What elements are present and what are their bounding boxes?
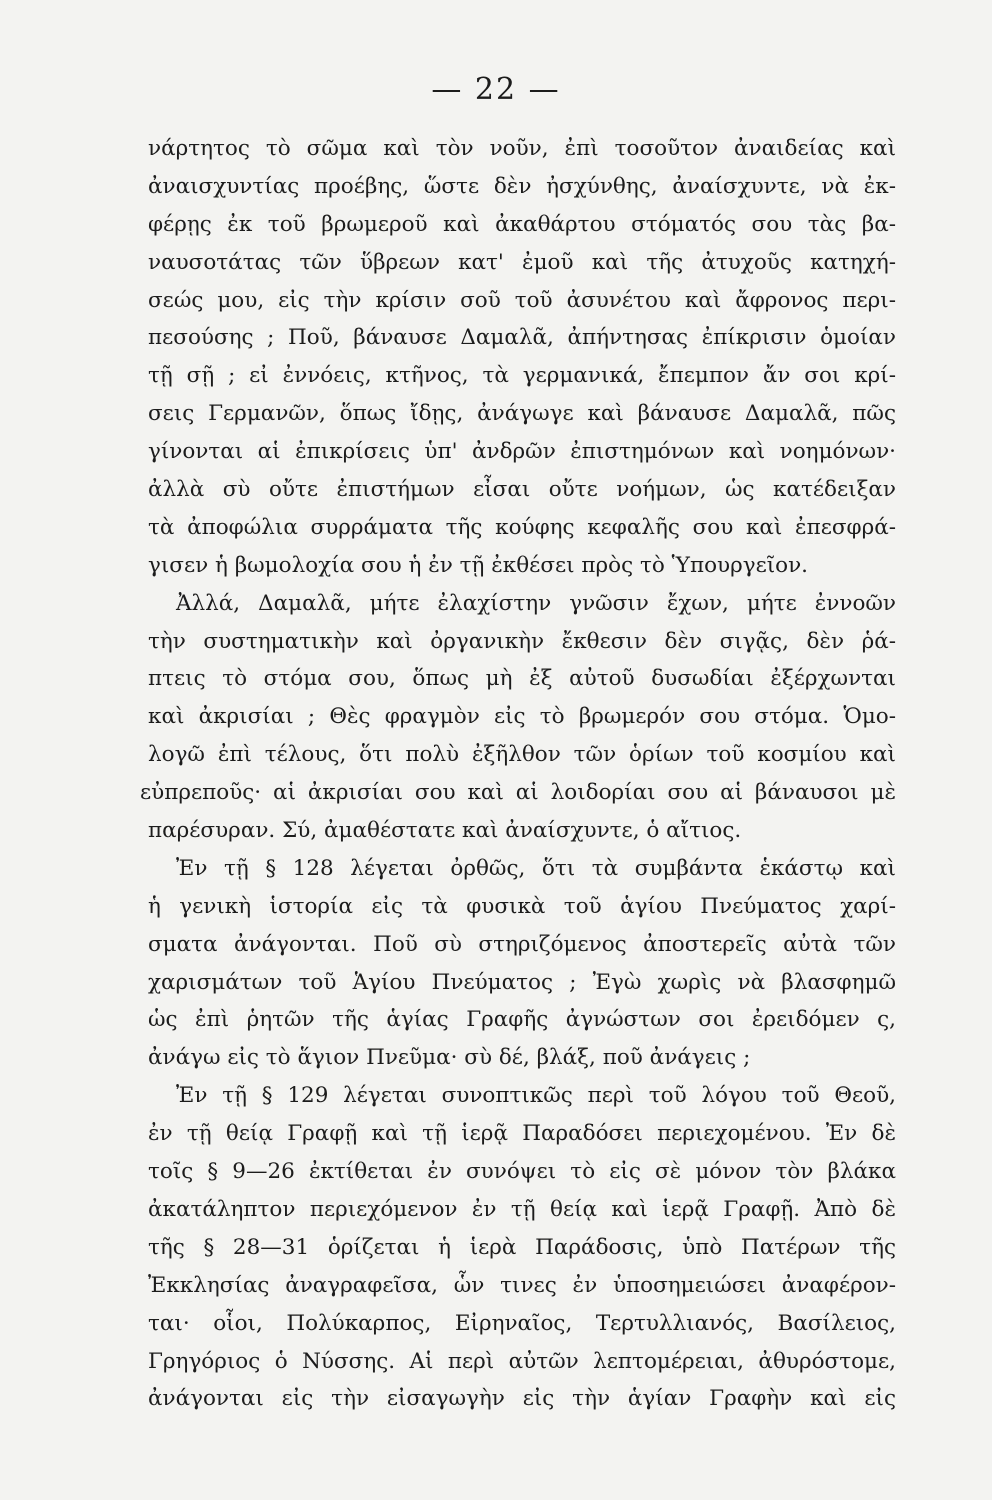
text-line: εὐπρεποῦς· αἱ ἀκρισίαι σου καὶ αἱ λοιδορίαι σου αἱ βάναυσοι μὲ: [140, 780, 896, 806]
text-line: ἀνάγονται εἰς τὴν εἰσαγωγὴν εἰς τὴν ἁγίαν Γραφὴν καὶ εἰς: [148, 1386, 896, 1412]
text-line: σματα ἀνάγονται. Ποῦ σὺ στηριζόμενος ἀποστερεῖς αὐτὰ τῶν: [148, 931, 896, 957]
text-line: καὶ ἀκρισίαι ; Θὲς φραγμὸν εἰς τὸ βρωμερόν σου στόμα. Ὁμο-: [148, 704, 896, 730]
text-line: ὡς ἐπὶ ῥητῶν τῆς ἁγίας Γραφῆς ἀγνώστων σοι ἐρειδόμεν ς,: [148, 1007, 896, 1033]
text-line: ται· οἷοι, Πολύκαρπος, Εἰρηναῖος, Τερτυλλιανός, Βασίλειος,: [148, 1310, 896, 1336]
text-line: ἐν τῇ θείᾳ Γραφῇ καὶ τῇ ἱερᾷ Παραδόσει περιεχομένου. Ἐν δὲ: [148, 1121, 896, 1147]
text-line: ἀκατάληπτον περιεχόμενον ἐν τῇ θείᾳ καὶ ἱερᾷ Γραφῇ. Ἀπὸ δὲ: [148, 1196, 896, 1222]
text-line: ναυσοτάτας τῶν ὕβρεων κατ' ἐμοῦ καὶ τῆς ἀτυχοῦς κατηχή-: [148, 249, 896, 275]
text-line: λογῶ ἐπὶ τέλους, ὅτι πολὺ ἐξῆλθον τῶν ὁρίων τοῦ κοσμίου καὶ: [148, 742, 896, 768]
text-line: τῆς § 28—31 ὁρίζεται ἡ ἱερὰ Παράδοσις, ὑπὸ Πατέρων τῆς: [148, 1234, 896, 1260]
text-line: τῇ σῇ ; εἰ ἐννόεις, κτῆνος, τὰ γερμανικά, ἔπεμπον ἄν σοι κρί-: [148, 363, 896, 389]
text-line: ἀναισχυντίας προέβης, ὥστε δὲν ἠσχύνθης, ἀναίσχυντε, νὰ ἐκ-: [148, 173, 896, 199]
text-line: γισεν ἡ βωμολοχία σου ἡ ἐν τῇ ἐκθέσει πρὸς τὸ Ὑπουργεῖον.: [148, 552, 809, 578]
paragraph-start-line: Ἀλλά, Δαμαλᾶ, μήτε ἐλαχίστην γνῶσιν ἔχων, μήτε ἐννοῶν: [176, 590, 896, 616]
paragraph-start-line: Ἐν τῇ § 128 λέγεται ὀρθῶς, ὅτι τὰ συμβάντα ἑκάστῳ καὶ: [176, 855, 896, 881]
text-line: πεσούσης ; Ποῦ, βάναυσε Δαμαλᾶ, ἀπήντησας ἐπίκρισιν ὁμοίαν: [148, 325, 896, 351]
text-line: τοῖς § 9—26 ἐκτίθεται ἐν συνόψει τὸ εἰς σὲ μόνον τὸν βλάκα: [148, 1159, 896, 1185]
body-text: [140, 130, 896, 1418]
text-line: πτεις τὸ στόμα σου, ὅπως μὴ ἐξ αὐτοῦ δυσωδίαι ἐξέρχωνται: [148, 666, 896, 692]
text-line: ἀνάγω εἰς τὸ ἅγιον Πνεῦμα· σὺ δέ, βλάξ, ποῦ ἀνάγεις ;: [148, 1045, 751, 1071]
text-line: Γρηγόριος ὁ Νύσσης. Αἱ περὶ αὐτῶν λεπτομέρειαι, ἀθυρόστομε,: [148, 1348, 896, 1374]
text-line: Ἐκκλησίας ἀναγραφεῖσα, ὧν τινες ἐν ὑποσημειώσει ἀναφέρον-: [148, 1272, 896, 1298]
text-line: σεις Γερμανῶν, ὅπως ἴδῃς, ἀνάγωγε καὶ βάναυσε Δαμαλᾶ, πῶς: [148, 401, 896, 427]
paragraph-start-line: Ἐν τῇ § 129 λέγεται συνοπτικῶς περὶ τοῦ λόγου τοῦ Θεοῦ,: [176, 1083, 896, 1109]
text-line: τὴν συστηματικὴν καὶ ὀργανικὴν ἔκθεσιν δὲν σιγᾷς, δὲν ῥά-: [148, 628, 896, 654]
text-line: παρέσυραν. Σύ, ἀμαθέστατε καὶ ἀναίσχυντε, ὁ αἴτιος.: [148, 818, 742, 844]
text-line: τὰ ἀποφώλια συρράματα τῆς κούφης κεφαλῆς σου καὶ ἐπεσφρά-: [148, 514, 896, 540]
text-line: ἀλλὰ σὺ οὔτε ἐπιστήμων εἶσαι οὔτε νοήμων, ὡς κατέδειξαν: [148, 477, 896, 503]
text-line: νάρτητος τὸ σῶμα καὶ τὸν νοῦν, ἐπὶ τοσοῦτον ἀναιδείας καὶ: [148, 136, 896, 161]
text-line: σεώς μου, εἰς τὴν κρίσιν σοῦ τοῦ ἀσυνέτου καὶ ἄφρονος περι-: [148, 287, 896, 313]
page-number: — 22 —: [431, 72, 561, 107]
text-line: γίνονται αἱ ἐπικρίσεις ὑπ' ἀνδρῶν ἐπιστημόνων καὶ νοημόνων·: [148, 439, 896, 465]
text-line: χαρισμάτων τοῦ Ἁγίου Πνεύματος ; Ἐγὼ χωρὶς νὰ βλασφημῶ: [148, 969, 896, 995]
text-line: ἡ γενικὴ ἱστορία εἰς τὰ φυσικὰ τοῦ ἁγίου Πνεύματος χαρί-: [148, 893, 896, 919]
text-line: φέρῃς ἐκ τοῦ βρωμεροῦ καὶ ἀκαθάρτου στόματός σου τὰς βα-: [148, 211, 896, 237]
